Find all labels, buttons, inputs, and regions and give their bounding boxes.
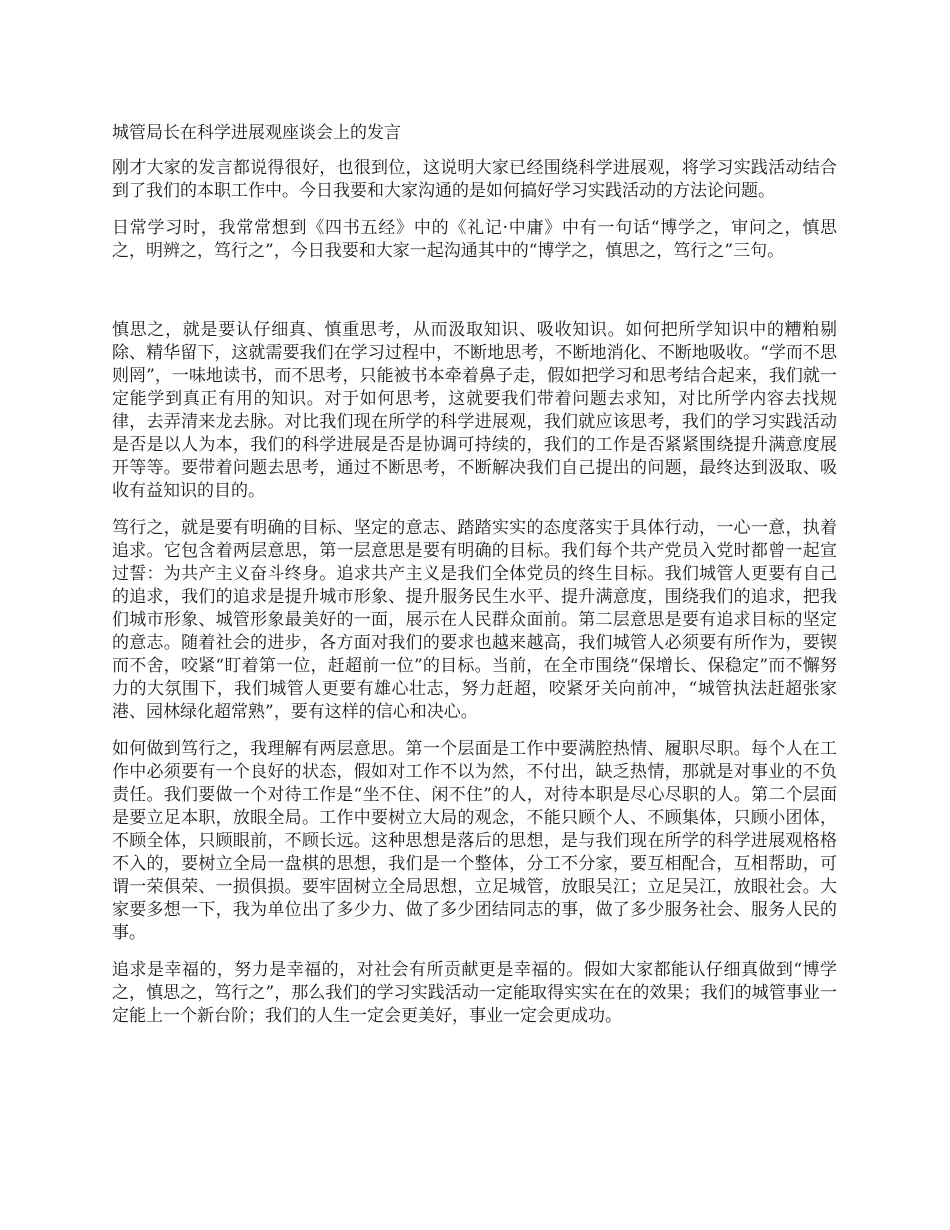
paragraph-act: 笃行之，就是要有明确的目标、坚定的意志、踏踏实实的态度落实于具体行动，一心一意，执着追求。它包含着两层意思，第一层意思是要有明确的目标。我们每个共产党员入党时都曾一起宣过誓：为共产主义奋斗终身。追求共产主义是我们全体党员的终生目标。我们城管人更要有自己的追求，我们的追求是提升城市形象、提升服务民生水平、提升满意度，围绕我们的追求，把我们城市形象、城管形象最美好的一面，展示在人民群众面前。第二层意思是要有追求目标的坚定的意志。随着社会的进步，各方面对我们的要求也越来越高，我们城管人必须要有所作为，要锲而不舍，咬紧“盯着第一位，赶超前一位”的目标。当前，在全市围绕“保增长、保稳定”而不懈努力的大氛围下，我们城管人更要有雄心壮志，努力赶超，咬紧牙关向前冲，“城管执法赶超张家港、园林绿化超常熟”，要有这样的信心和决心。 xyxy=(112,518,837,722)
paragraph-how-to-act: 如何做到笃行之，我理解有两层意思。第一个层面是工作中要满腔热情、履职尽职。每个人在工作中必须要有一个良好的状态，假如对工作不以为然，不付出，缺乏热情，那就是对事业的不负责任。我们要做一个对待工作是“坐不住、闲不住”的人，对待本职是尽心尽职的人。第二个层面是要立足本职，放眼全局。工作中要树立大局的观念，不能只顾个人、不顾集体，只顾小团体，不顾全体，只顾眼前，不顾长远。这种思想是落后的思想，是与我们现在所学的科学进展观格格不入的，要树立全局一盘棋的思想，我们是一个整体，分工不分家，要互相配合，互相帮助，可谓一荣俱荣、一损俱损。要牢固树立全局思想，立足城管，放眼吴江；立足吴江，放眼社会。大家要多想一下，我为单位出了多少力、做了多少团结同志的事，做了多少服务社会、服务人民的事。 xyxy=(112,739,837,943)
document-title: 城管局长在科学进展观座谈会上的发言 xyxy=(112,123,401,143)
paragraph-intro: 刚才大家的发言都说得很好，也很到位，这说明大家已经围绕科学进展观，将学习实践活动结合到了我们的本职工作中。今日我要和大家沟通的是如何搞好学习实践活动的方法论问题。 xyxy=(112,158,837,201)
blank-gap xyxy=(112,277,837,319)
paragraph-think: 慎思之，就是要认仔细真、慎重思考，从而汲取知识、吸收知识。如何把所学知识中的糟粕剔除、精华留下，这就需要我们在学习过程中，不断地思考，不断地消化、不断地吸收。“学而不思则罔”，一味地读书，而不思考，只能被书本牵着鼻子走，假如把学习和思考结合起来，我们就一定能学到真正有用的知识。对于如何思考，这就要我们带着问题去求知，对比所学内容去找规律，去弄清来龙去脉。对比我们现在所学的科学进展观，我们就应该思考，我们的学习实践活动是否是以人为本，我们的科学进展是否是协调可持续的，我们的工作是否紧紧围绕提升满意度展开等等。要带着问题去思考，通过不断思考，不断解决我们自己提出的问题，最终达到汲取、吸收有益知识的目的。 xyxy=(112,320,837,501)
document-page xyxy=(112,121,837,1042)
paragraph-conclusion: 追求是幸福的，努力是幸福的，对社会有所贡献更是幸福的。假如大家都能认仔细真做到“博学之，慎思之，笃行之”，那么我们的学习实践活动一定能取得实实在在的效果；我们的城管事业一定能上一个新台阶；我们的人生一定会更美好，事业一定会更成功。 xyxy=(112,960,837,1026)
paragraph-quote: 日常学习时，我常常想到《四书五经》中的《礼记·中庸》中有一句话“博学之，审问之，慎思之，明辨之，笃行之”，今日我要和大家一起沟通其中的“博学之，慎思之，笃行之”三句。 xyxy=(112,218,837,261)
